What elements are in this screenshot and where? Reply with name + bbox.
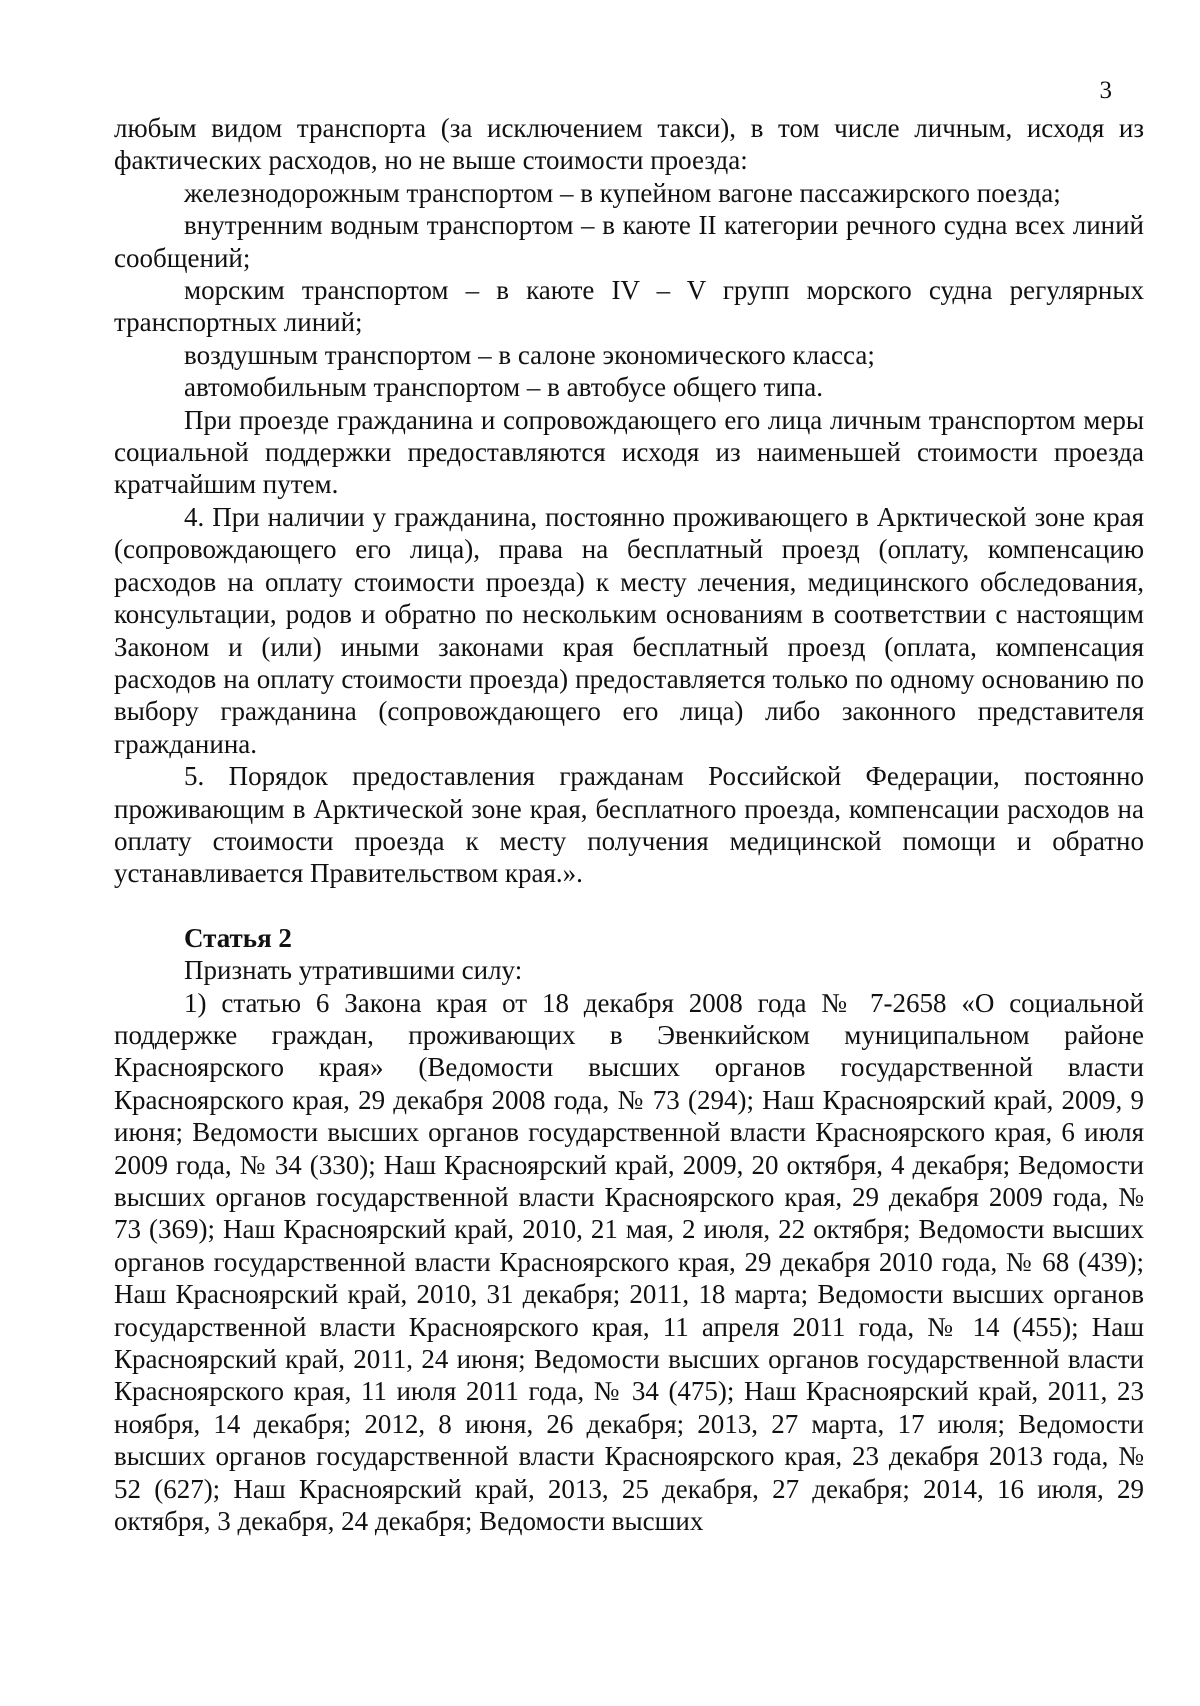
paragraph-repeal-item-1: 1) статью 6 Закона края от 18 декабря 2008 года № 7-2658 «О социальной поддержке граждан, проживающих в Эвенкийском муниципальном районе Красноярского края» (Ведомости высших органов государственной власти Красноярского края, 29 декабря 2008 года, № 73 (294); Наш Красноярский край, 2009, 9 июня; Ведомости высших органов государственной власти Красноярского края, 6 июля 2009 года, № 34 (330); Наш Красноярский край, 2009, 20 октября, 4 декабря; Ведомости высших органов государственной власти Красноярского края, 29 декабря 2009 года, № 73 (369); Наш Красноярский край, 2010, 21 мая, 2 июля, 22 октября; Ведомости высших органов государственной власти Красноярского края, 29 декабря 2010 года, № 68 (439); Наш Красноярский край, 2010, 31 декабря; 2011, 18 марта; Ведомости высших органов государственной власти Красноярского края, 11 апреля 2011 года, № 14 (455); Наш Красноярский край, 2011, 24 июня; Ведомости высших органов государственной власти Красноярского края, 11 июля 2011 года, № 34 (475); Наш Красноярский край, 2011, 23 ноября, 14 декабря; 2012, 8 июня, 26 декабря; 2013, 27 марта, 17 июля; Ведомости высших органов государственной власти Красноярского края, 23 декабря 2013 года, № 52 (627); Наш Красноярский край, 2013, 25 декабря, 27 декабря; 2014, 16 июля, 29 октября, 3 декабря, 24 декабря; Ведомости высших (114, 987, 1144, 1537)
paragraph-air-transport: воздушным транспортом – в салоне экономического класса; (184, 339, 875, 370)
paragraph-item-5: 5. Порядок предоставления гражданам Российской Федерации, постоянно проживающим в Арктической зоне края, бесплатного проезда, компенсации расходов на оплату стоимости проезда к месту получения медицинской помощи и обратно устанавливается Правительством края.». (114, 761, 1144, 889)
page-number: 3 (1099, 77, 1112, 104)
paragraph-water-transport: внутренним водным транспортом – в каюте II категории речного судна всех линий сообщений; (114, 210, 1144, 273)
paragraph-rail-transport: железнодорожным транспортом – в купейном вагоне пассажирского поезда; (184, 177, 1061, 208)
paragraph-sea-transport: морским транспортом – в каюте IV – V групп морского судна регулярных транспортных линий; (114, 275, 1144, 338)
paragraph-repeal-intro: Признать утратившими силу: (184, 955, 523, 986)
article-heading: Статья 2 (184, 922, 292, 953)
paragraph-item-4: 4. При наличии у гражданина, постоянно проживающего в Арктической зоне края (сопровождающего его лица), права на бесплатный проезд (оплату, компенсацию расходов на оплату стоимости проезда) к месту лечения, медицинского обследования, консультации, родов и обратно по нескольким основаниям в соответствии с настоящим Законом и (или) иными законами края бесплатный проезд (оплата, компенсация расходов на оплату стоимости проезда) предоставляется только по одному основанию по выбору гражданина (сопровождающего его лица) либо законного представителя гражданина. (114, 501, 1144, 759)
document-body (114, 112, 1144, 1537)
paragraph-road-transport: автомобильным транспортом – в автобусе общего типа. (184, 372, 823, 403)
paragraph-continuation: любым видом транспорта (за исключением такси), в том числе личным, исходя из фактических расходов, но не выше стоимости проезда: (114, 113, 1144, 176)
paragraph-personal-transport: При проезде гражданина и сопровождающего его лица личным транспортом меры социальной поддержки предоставляются исходя из наименьшей стоимости проезда кратчайшим путем. (114, 404, 1144, 500)
